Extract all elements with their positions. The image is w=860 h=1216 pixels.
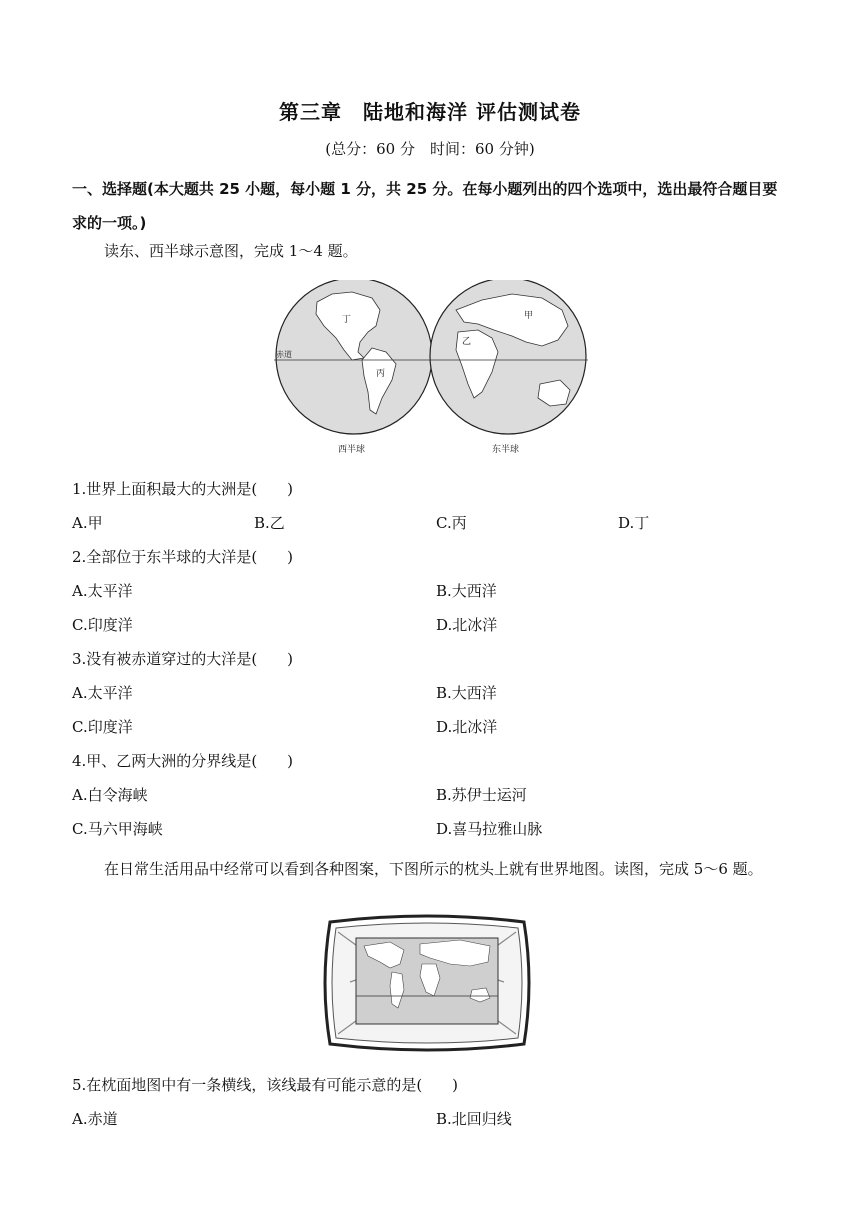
pillow-map	[320, 912, 534, 1054]
q2-option-b[interactable]: B.大西洋	[436, 582, 497, 600]
section-heading: 一、选择题(本大题共 25 小题，每小题 1 分，共 25 分。在每小题列出的四个选项中，选出最符合题目要求的一项。)	[72, 180, 778, 232]
west-hemisphere-caption: 西半球	[338, 445, 366, 455]
question-3-stem: 3.没有被赤道穿过的大洋是( )	[72, 650, 294, 668]
page-title: 第三章 陆地和海洋 评估测试卷	[279, 100, 581, 124]
q2-option-c[interactable]: C.印度洋	[72, 616, 133, 634]
figure2-intro: 在日常生活用品中经常可以看到各种图案，下图所示的枕头上就有世界地图。读图，完成 5～6 题。	[104, 860, 763, 878]
q4-option-d[interactable]: D.喜马拉雅山脉	[436, 820, 543, 838]
page-subtitle: (总分：60 分 时间：60 分钟)	[325, 140, 535, 158]
q3-option-d[interactable]: D.北冰洋	[436, 718, 498, 736]
q1-option-b[interactable]: B.乙	[254, 514, 285, 532]
pillow-figure	[320, 912, 534, 1054]
figure1-intro: 读东、西半球示意图，完成 1～4 题。	[104, 242, 358, 260]
q2-option-d[interactable]: D.北冰洋	[436, 616, 498, 634]
q4-option-b[interactable]: B.苏伊士运河	[436, 786, 527, 804]
east-hemisphere-caption: 东半球	[492, 445, 520, 455]
q5-option-b[interactable]: B.北回归线	[436, 1110, 512, 1128]
q5-option-a[interactable]: A.赤道	[72, 1110, 118, 1128]
label-bing: 丙	[376, 369, 386, 379]
hemispheres-map	[272, 280, 592, 456]
q3-option-b[interactable]: B.大西洋	[436, 684, 497, 702]
q1-option-c[interactable]: C.丙	[436, 514, 467, 532]
equator-label: 赤道	[276, 350, 292, 359]
label-ding: 丁	[342, 315, 352, 325]
hemispheres-figure	[272, 280, 592, 456]
q1-option-a[interactable]: A.甲	[72, 514, 103, 532]
q4-option-a[interactable]: A.白令海峡	[72, 786, 148, 804]
q3-option-c[interactable]: C.印度洋	[72, 718, 133, 736]
q3-option-a[interactable]: A.太平洋	[72, 684, 133, 702]
question-4-stem: 4.甲、乙两大洲的分界线是( )	[72, 752, 294, 770]
question-5-stem: 5.在枕面地图中有一条横线，该线最有可能示意的是( )	[72, 1076, 459, 1094]
q1-option-d[interactable]: D.丁	[618, 514, 650, 532]
label-yi: 乙	[462, 337, 472, 347]
question-2-stem: 2.全部位于东半球的大洋是( )	[72, 548, 294, 566]
q4-option-c[interactable]: C.马六甲海峡	[72, 820, 163, 838]
label-jia: 甲	[524, 311, 534, 321]
question-1-stem: 1.世界上面积最大的大洲是( )	[72, 480, 294, 498]
q2-option-a[interactable]: A.太平洋	[72, 582, 133, 600]
